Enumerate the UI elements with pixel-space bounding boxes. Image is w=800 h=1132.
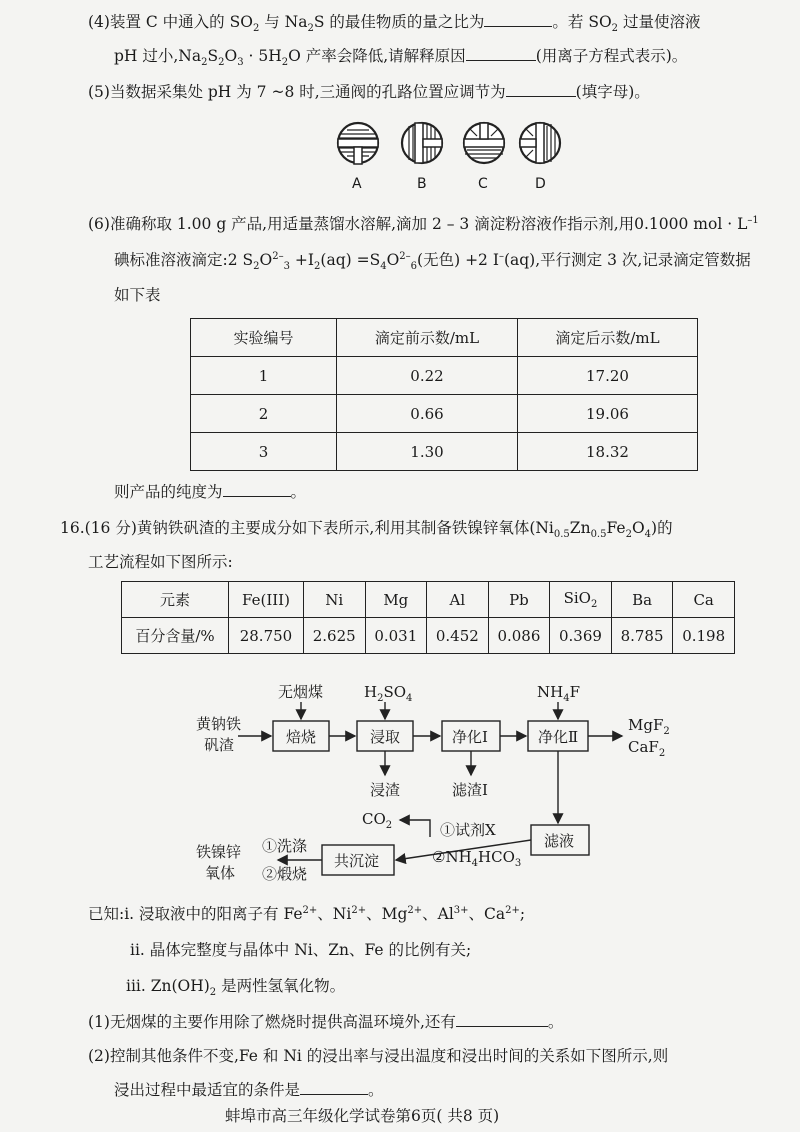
table-header: 实验编号: [191, 319, 337, 357]
q5-question: (5)当数据采集处 pH 为 7 ~8 时,三通阀的孔路位置应调节为 (填字母)。: [88, 83, 650, 101]
known-i: 已知:i. 浸取液中的阳离子有 $Fe^{2+}$、$Ni^{2+}$、$Mg^{2+}$、$Al^{3+}$、$Ca^{2+}$;: [88, 904, 526, 923]
q16-sub2-line2: 浸出过程中最适宜的条件是 。: [114, 1081, 384, 1099]
table-header: SiO$_2$: [550, 582, 612, 618]
acid-label: $H_2SO_4$: [364, 683, 413, 704]
caf2-label: CaF$_2$: [628, 738, 666, 759]
wash-label: ①洗涤: [262, 837, 308, 855]
q6-line1: (6)准确称取 1.00 g 产品,用适量蒸馏水溶解,滴加 2 – 3 滴淀粉溶液作指示剂,用0.1000 mol · $L^{-1}$: [88, 214, 759, 233]
option-c-label: C: [478, 176, 488, 192]
table-header: Fe(III): [229, 582, 304, 618]
raw-material-label-2: 矾渣: [204, 736, 235, 754]
coprecip-box: 共沉淀: [334, 852, 380, 870]
option-a-label: A: [352, 176, 362, 192]
mgf2-label: MgF$_2$: [628, 716, 670, 737]
purify2-box: 净化Ⅱ: [538, 728, 579, 746]
known-ii: ii. 晶体完整度与晶体中 Ni、Zn、Fe 的比例有关;: [130, 941, 472, 959]
table-header: 滴定后示数/mL: [518, 319, 698, 357]
q4-line1: (4)装置 C 中通入的 $SO_2$ 与 $Na_2S$ 的最佳物质的量之比为 。若 $SO_2$ 过量使溶液: [88, 13, 701, 35]
purify1-box: 净化Ⅰ: [452, 728, 488, 746]
page-footer: 蚌埠市高三年级化学试卷第6页( 共8 页): [225, 1107, 500, 1125]
q6-line2: 碘标准溶液滴定:2 $S_2O^{2-}_3 +I_2(aq) =S_4O^{2-}_6$(无色) +2 I–(aq),平行测定 3 次,记录滴定管数据: [114, 250, 751, 273]
filtrate-box: 滤液: [544, 832, 575, 850]
roast-box: 焙烧: [286, 728, 317, 746]
reagent1-label: ①试剂X: [440, 821, 496, 839]
calcine-label: ②煅烧: [262, 865, 308, 883]
raw-material-label-1: 黄钠铁: [196, 715, 242, 733]
co2-label: $CO_2$: [362, 810, 393, 831]
table-row: 1 0.22 17.20: [191, 357, 698, 395]
residue1-label: 浸渣: [370, 781, 401, 799]
table-row: 百分含量/% 28.750 2.625 0.031 0.452 0.086 0.369 8.785 0.198: [122, 618, 735, 654]
q6-purity: 则产品的纯度为 。: [114, 483, 307, 501]
answer-blank[interactable]: [456, 1012, 548, 1027]
reagent2-label: $②NH_4HCO_3$: [432, 848, 522, 869]
q6-line3: 如下表: [114, 286, 161, 304]
table-header: Ba: [611, 582, 673, 618]
q4-line2: pH 过小$,Na_2S_2O_3 \cdot 5H_2O$ 产率会降低,请解释原因 (用离子方程式表示)。: [114, 47, 688, 69]
table-header: Ca: [673, 582, 735, 618]
q16-sub2-line1: (2)控制其他条件不变,Fe 和 Ni 的浸出率与浸出温度和浸出时间的关系如下图所示,则: [88, 1047, 669, 1065]
table-header: Mg: [365, 582, 427, 618]
table-header: Al: [427, 582, 489, 618]
q16-line1: 16.(16 分)黄钠铁矾渣的主要成分如下表所示,利用其制备铁镍锌氧体$(Ni_{0.5}Zn_{0.5}Fe_2O_4)$的: [60, 519, 673, 541]
leach-box: 浸取: [370, 728, 401, 746]
known-iii: iii. $Zn(OH)_2$ 是两性氢氧化物。: [126, 977, 346, 999]
table-header: Pb: [488, 582, 550, 618]
q16-sub1: (1)无烟煤的主要作用除了燃烧时提供高温环境外,还有 。: [88, 1013, 564, 1031]
table-row: 2 0.66 19.06: [191, 395, 698, 433]
nh4f-label: $NH_4F$: [537, 683, 581, 704]
table-header: 元素: [122, 582, 229, 618]
final-product-label-1: 铁镍锌: [196, 843, 242, 861]
option-d-label: D: [535, 176, 546, 192]
residue2-label: 滤渣Ⅰ: [452, 781, 488, 799]
table-header: 滴定前示数/mL: [337, 319, 518, 357]
q16-line2: 工艺流程如下图所示:: [88, 553, 233, 571]
answer-blank[interactable]: [300, 1080, 368, 1095]
option-b-label: B: [417, 176, 427, 192]
table-header: Ni: [303, 582, 365, 618]
final-product-label-2: 氧体: [205, 864, 236, 882]
coal-label: 无烟煤: [278, 683, 324, 701]
table-row: 3 1.30 18.32: [191, 433, 698, 471]
